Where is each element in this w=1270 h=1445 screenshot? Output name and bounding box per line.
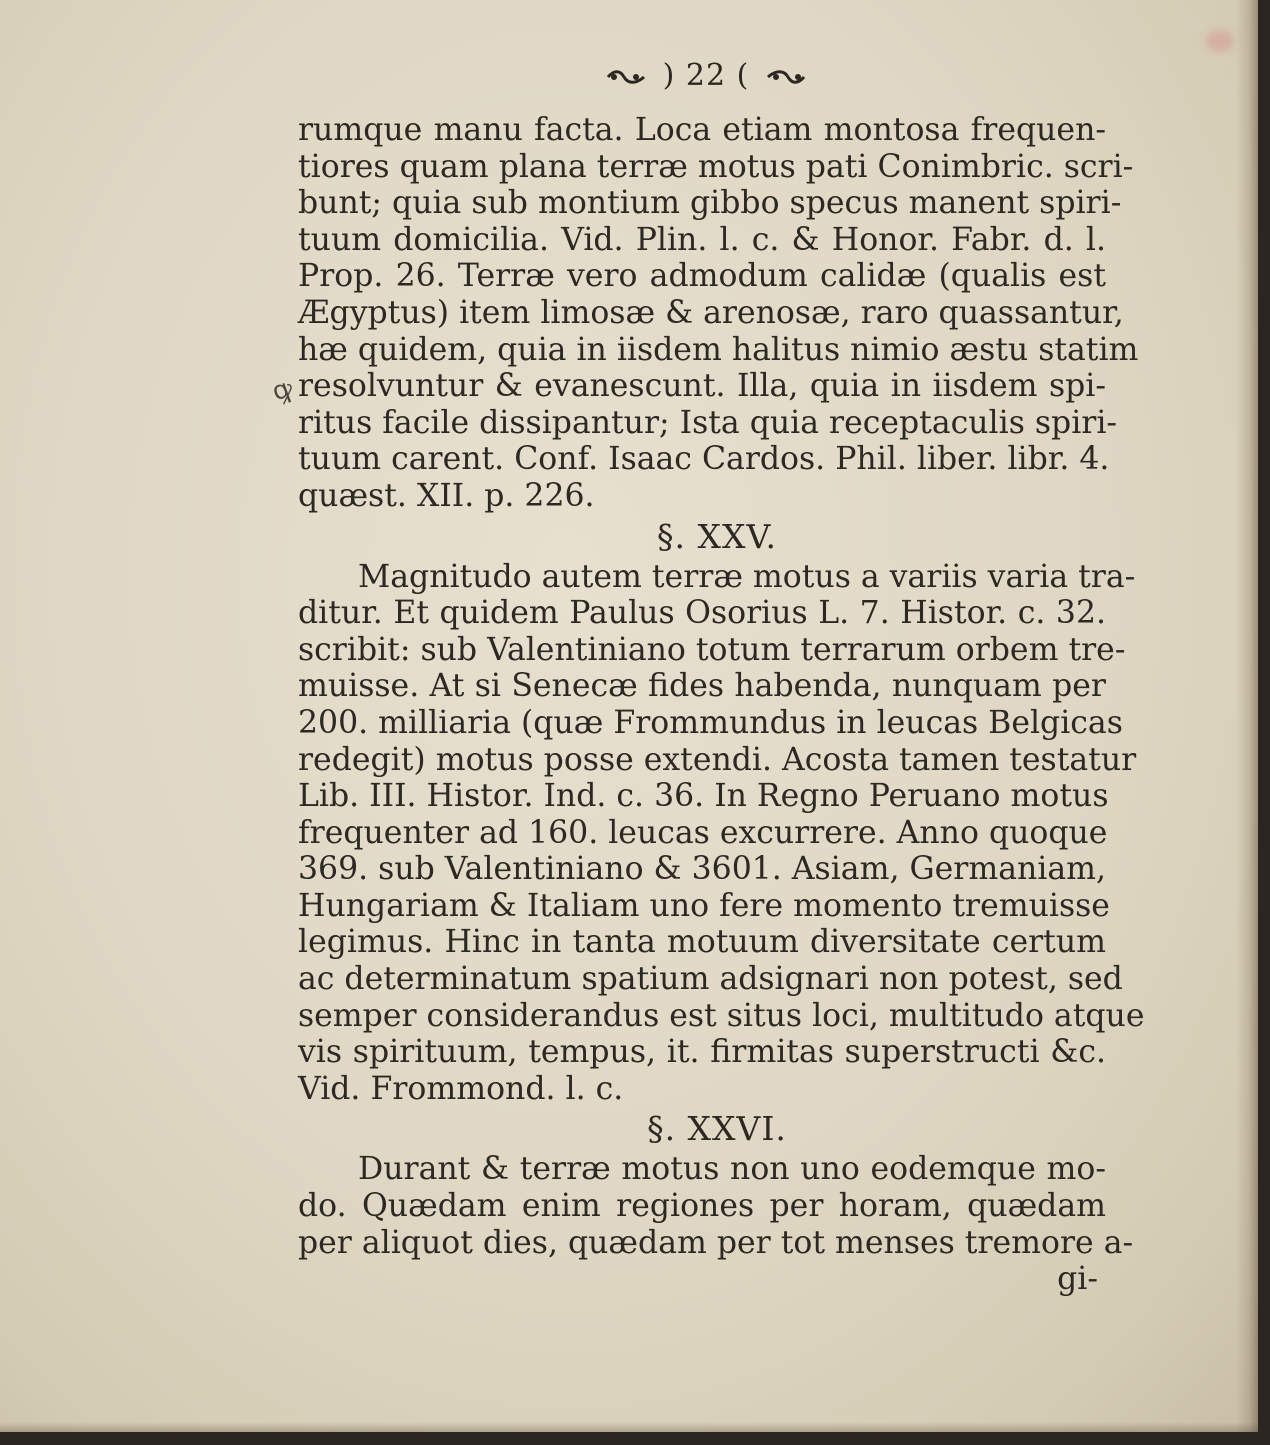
text-line: ritus facile dissipantur; Ista quia receptaculis spiri- (298, 404, 1118, 441)
section-heading-25: §. XXV. (656, 516, 778, 556)
text-line: do. Quædam enim regiones per horam, quædam (298, 1188, 1106, 1225)
catchword: gi- (1057, 1261, 1098, 1298)
text-line: muisse. At si Senecæ fides habenda, nunquam per (298, 668, 1106, 705)
text-line: ditur. Et quidem Paulus Osorius L. 7. Histor. c. 32. (298, 595, 1106, 632)
header-paren-right: ( (736, 58, 750, 93)
text-line: Prop. 26. Terræ vero admodum calidæ (qualis est (298, 258, 1106, 295)
text-line: hæ quidem, quia in iisdem halitus nimio æstu statim (298, 331, 1139, 368)
text-line: tuum carent. Conf. Isaac Cardos. Phil. liber. libr. 4. (298, 441, 1110, 478)
ornament-right-icon (766, 68, 806, 86)
page-bottom-edge (0, 1422, 1258, 1432)
ornament-left-icon (606, 68, 646, 86)
text-line: Ægyptus) item limosæ & arenosæ, raro quassantur, (298, 294, 1124, 331)
text-line: Hungariam & Italiam uno fere momento tremuisse (298, 887, 1110, 924)
text-line: quæst. XII. p. 226. (298, 477, 595, 514)
text-line: per aliquot dies, quædam per tot menses tremore a- (298, 1224, 1134, 1261)
text-line: semper considerandus est situs loci, multitudo atque (298, 997, 1145, 1034)
text-line: 369. sub Valentiniano & 3601. Asiam, Germaniam, (298, 851, 1107, 888)
page-number: 22 (685, 58, 727, 93)
text-line: redegit) motus posse extendi. Acosta tamen testatur (298, 741, 1137, 778)
text-line: vis spirituum, tempus, it. firmitas superstructi &c. (298, 1034, 1106, 1071)
text-line: Durant & terræ motus non uno eodemque mo- (358, 1151, 1106, 1188)
spine-shadow (1236, 0, 1258, 1432)
paper-stain (1206, 30, 1234, 52)
body-text (298, 112, 1145, 1298)
text-line: legimus. Hinc in tanta motuum diversitate certum (298, 924, 1106, 961)
section-heading-26: §. XXVI. (647, 1109, 787, 1149)
text-line: rumque manu facta. Loca etiam montosa frequen- (298, 112, 1106, 148)
text-line: tiores quam plana terræ motus pati Conimbric. scri- (298, 148, 1134, 185)
text-line: scribit: sub Valentiniano totum terrarum orbem tre- (298, 631, 1126, 668)
margin-mark: ꝙ (268, 372, 297, 408)
text-line: 200. milliaria (quæ Frommundus in leucas Belgicas (298, 704, 1123, 741)
header-paren-left: ) (662, 58, 676, 93)
text-line: frequenter ad 160. leucas excurrere. Anno quoque (298, 814, 1108, 851)
running-header (0, 58, 1258, 93)
text-line: Magnitudo autem terræ motus a variis varia tra- (358, 558, 1136, 595)
text-line: Lib. III. Histor. Ind. c. 36. In Regno Peruano motus (298, 778, 1109, 815)
text-line: resolvuntur & evanescunt. Illa, quia in iisdem spi- (298, 368, 1106, 405)
text-line: ac determinatum spatium adsignari non potest, sed (298, 961, 1123, 998)
text-line: tuum domicilia. Vid. Plin. l. c. & Honor. Fabr. d. l. (298, 221, 1106, 258)
text-line: bunt; quia sub montium gibbo specus manent spiri- (298, 185, 1122, 222)
text-line: Vid. Frommond. l. c. (298, 1070, 624, 1107)
